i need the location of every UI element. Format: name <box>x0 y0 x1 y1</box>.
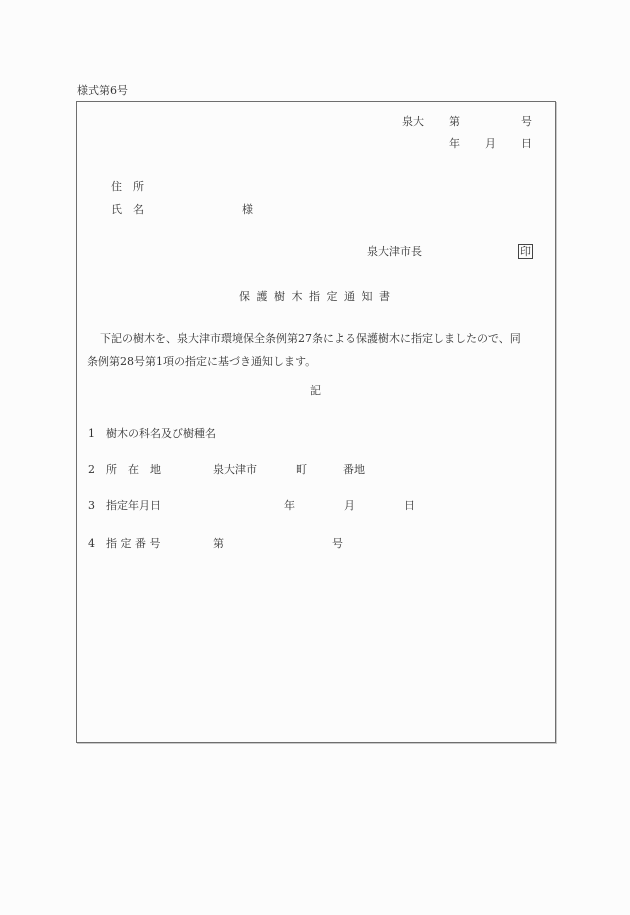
item-3-year: 年 <box>284 499 295 512</box>
item-2-town: 町 <box>296 463 307 476</box>
honorific: 様 <box>242 203 253 216</box>
sender-title: 泉大津市長 <box>367 245 422 258</box>
document-frame <box>76 101 556 743</box>
document-title: 保護樹木指定通知書 <box>239 290 397 303</box>
item-2-number: 2 <box>88 463 95 476</box>
item-3-label: 指定年月日 <box>106 499 161 512</box>
item-4-prefix: 第 <box>213 537 224 550</box>
seal-icon: 印 <box>520 245 531 258</box>
item-4-suffix: 号 <box>332 537 343 550</box>
issuer-prefix: 泉大 <box>402 115 424 128</box>
item-1-number: 1 <box>88 427 95 440</box>
item-2-label: 所 在 地 <box>106 463 161 476</box>
ki-heading: 記 <box>310 384 321 397</box>
body-line-2: 条例第28号第1項の指定に基づき通知します。 <box>87 355 317 368</box>
item-4-label: 指 定 番 号 <box>106 537 161 550</box>
address-label: 住 所 <box>111 180 144 193</box>
item-3-month: 月 <box>344 499 355 512</box>
body-line-1: 下記の樹木を、泉大津市環境保全条例第27条による保護樹木に指定しましたので、同 <box>100 332 521 345</box>
date-month: 月 <box>485 137 496 150</box>
item-2-city: 泉大津市 <box>213 463 257 476</box>
number-suffix: 号 <box>521 115 532 128</box>
item-4-number: 4 <box>88 537 95 550</box>
name-label: 氏 名 <box>111 203 144 216</box>
form-number: 様式第6号 <box>77 84 128 97</box>
date-day: 日 <box>521 137 532 150</box>
date-year: 年 <box>449 137 460 150</box>
item-3-number: 3 <box>88 499 95 512</box>
number-prefix: 第 <box>449 115 460 128</box>
item-3-day: 日 <box>404 499 415 512</box>
item-1-label: 樹木の科名及び樹種名 <box>106 427 216 440</box>
seal-mark <box>518 244 533 259</box>
item-2-banchi: 番地 <box>343 463 365 476</box>
